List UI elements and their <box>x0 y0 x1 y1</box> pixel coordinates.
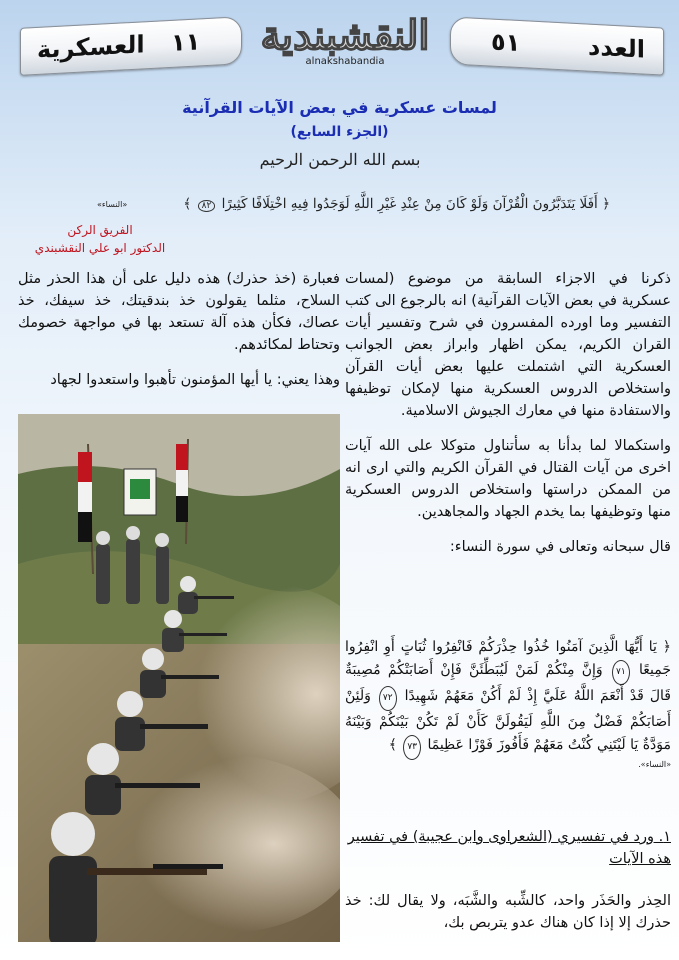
photo-illustration <box>18 414 340 942</box>
quran-verses <box>345 636 671 770</box>
section-label: العسكرية <box>37 30 145 64</box>
article-part: (الجزء السابع) <box>290 124 389 140</box>
paragraph-3-intro: قال سبحانه وتعالى في سورة النساء: <box>449 539 671 555</box>
opening-verse <box>140 196 610 212</box>
section-heading-1: ١. ورد في تفسيري (الشعراوى وابن عجيبة) في تفسير هذه الآيات <box>347 829 671 867</box>
quran-verse-73: وَلَئِنْ أَصَابَكُمْ فَضْلٌ مِنَ اللَّهِ لَيَقُولَنَّ كَأَنْ لَمْ تَكُنْ بَيْنَكُمْ وَبَيْنَهُ مَوَدَّةٌ يَا لَيْتَنِي كُنْتُ مَعَهُمْ فَأَفُوزَ فَوْزًا عَظِيمًا <box>345 688 671 753</box>
issue-number: ٥١ <box>491 27 521 58</box>
verse-number-71: ٧١ <box>612 660 630 685</box>
author-rank: الفريق الركن <box>67 223 133 237</box>
logo-subtitle: alnakshabandia <box>305 56 385 67</box>
left-paragraph-1: فعبارة (خذ حذرك) هذه دليل على أن هذا الحذر مثل السلاح، مثلما يقولون خذ بندقيتك، خذ سيفك، خذ عصاك، فكأن هذه آلة تستعد بها في مواجهة خصومك وتحتاط لمكائدهم. <box>18 271 340 353</box>
header-banner-right <box>450 16 664 75</box>
opening-verse-close: ﴾ <box>183 196 192 212</box>
logo-text: النقشبندية <box>260 12 430 59</box>
fighters-training-photo <box>18 414 340 942</box>
quran-verse-71: ﴿ يَا أَيُّهَا الَّذِينَ آمَنُوا خُذُوا حِذْرَكُمْ فَانْفِرُوا ثُبَاتٍ أَوِ انْفِرُوا جَمِيعًا <box>345 639 671 678</box>
author-name: الدكتور ابو علي النقشبندي <box>34 241 166 255</box>
verses-ref: «النساء». <box>638 760 671 769</box>
left-paragraph-2: وهذا يعني: يا أيها المؤمنون تأهبوا واستعدوا لجهاد <box>50 372 340 388</box>
basmala: بسم الله الرحمن الرحيم <box>259 150 421 169</box>
issue-label: العدد <box>588 32 645 64</box>
paragraph-4: الحِذر والحَذَر واحد، كالشِّبه والشَّبَه، ولا يقال لك: خذ حذرك إلا إذا كان هناك عدو يتربص بك، <box>345 893 671 931</box>
verse-number-73: ٧٣ <box>403 735 421 760</box>
quran-verse-72: وَإِنَّ مِنْكُمْ لَمَنْ لَيُبَطِّئَنَّ فَإِنْ أَصَابَتْكُمْ مُصِيبَةٌ قَالَ قَدْ أَنْعَمَ اللَّهُ عَلَيَّ إِذْ لَمْ أَكُنْ مَعَهُمْ شَهِيدًا <box>345 662 671 704</box>
article-title: لمسات عسكرية في بعض الآيات القرآنية <box>182 98 497 117</box>
magazine-logo <box>245 12 445 78</box>
opening-verse-ref: «النساء» <box>97 200 128 209</box>
year-number: ١١ <box>171 27 201 57</box>
verse-number-72: ٧٢ <box>379 686 397 711</box>
paragraph-2: واستكمالا لما بدأنا به سأتناول متوكلا على الله آيات اخرى من آيات القتال في القرآن الكريم والتي ارى انه من الممكن دراستها واستخلاص الدروس العسكرية منها وتوظيفها بما يخدم الجهاد والمجاهدين. <box>345 438 671 520</box>
right-column <box>345 268 671 558</box>
verse-number-82: ٨٢ <box>198 200 216 212</box>
paragraph-1: ذكرنا في الاجزاء السابقة من موضوع (لمسات عسكرية في بعض الآيات القرآنية) انه بالرجوع الى كتب التفسير وما اورده المفسرون في شرح وتفسير أيات القران الكريم، يمكن اظهار وابراز بعض الجوانب العسكرية التي اشتملت عليها بعض أيات القرآن واستخلاص الدروس العسكرية منها لإمكان توظيفها والاستفادة منها في معارك الجيوش الاسلامية. <box>344 271 671 419</box>
header-banner-left <box>20 16 242 76</box>
opening-verse-text: ﴿ أَفَلَا يَتَدَبَّرُونَ الْقُرْآنَ وَلَوْ كَانَ مِنْ عِنْدِ غَيْرِ اللَّهِ لَوَجَدُوا فِيهِ اخْتِلَافًا كَثِيرًا <box>221 196 610 212</box>
verses-close: ﴾ <box>388 737 397 753</box>
left-column <box>18 268 340 404</box>
